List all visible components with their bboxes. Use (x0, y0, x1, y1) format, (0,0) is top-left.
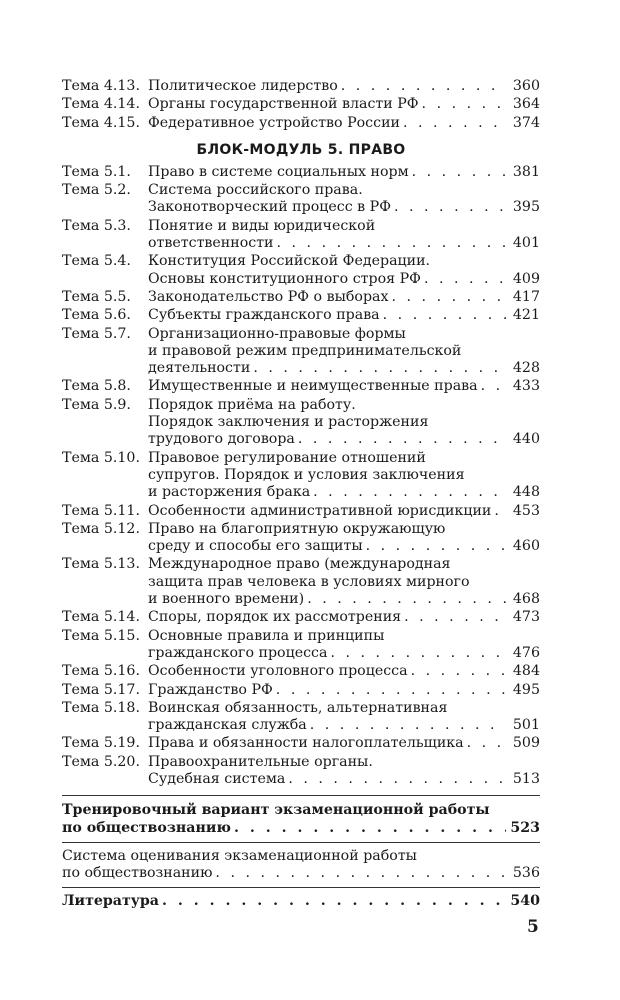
title-text: среду и способы его защиты (148, 538, 363, 555)
page-ref: 421 (512, 307, 540, 324)
title-text: Право в системе социальных норм (148, 163, 409, 180)
page-ref: 364 (512, 96, 540, 113)
toc-extra-list (62, 795, 540, 910)
title-line (148, 378, 540, 395)
dot-leader (481, 378, 506, 395)
topic-title (148, 78, 540, 95)
title-line (148, 164, 540, 181)
title-line (62, 848, 540, 865)
title-line (148, 235, 540, 252)
title-text: Споры, порядок их рассмотрения (148, 609, 402, 626)
dot-leader (394, 199, 506, 216)
toc-entry (62, 887, 540, 910)
dot-leader (392, 289, 506, 306)
page-ref: 476 (512, 644, 540, 661)
topic-title (148, 115, 540, 132)
topic-title (148, 556, 540, 608)
table-of-contents (62, 78, 540, 911)
topic-title (148, 609, 540, 626)
title-line (148, 717, 540, 734)
title-line (148, 271, 540, 288)
page-ref: 433 (512, 378, 540, 395)
topic-number: Тема 5.12. (62, 520, 140, 537)
title-text: Имущественные и неимущественные права (148, 378, 478, 395)
title-line (148, 253, 540, 270)
topic-number: Тема 5.13. (62, 556, 140, 573)
title-text: гражданская служба (148, 717, 307, 734)
title-line (148, 574, 540, 591)
topic-number: Тема 5.11. (62, 502, 140, 519)
title-line (148, 218, 540, 235)
topic-number: Тема 5.18. (62, 699, 140, 716)
topic-title (62, 848, 540, 883)
dot-leader (330, 645, 506, 662)
page-ref: 484 (512, 663, 540, 680)
title-text: Право на благоприятную окружающую (148, 520, 446, 537)
toc-entry (62, 182, 540, 217)
title-line (148, 591, 540, 608)
title-text: Международное право (международная (148, 556, 451, 573)
dot-leader (424, 271, 506, 288)
toc-entry (62, 450, 540, 502)
title-line (62, 865, 540, 882)
title-text: трудового договора (148, 431, 295, 448)
page-ref: 453 (512, 502, 540, 519)
title-line (148, 521, 540, 538)
title-line (148, 307, 540, 324)
title-text: Особенности административной юрисдикции (148, 502, 492, 519)
title-line (148, 431, 540, 448)
title-text: супругов. Порядок и условия заключения (148, 466, 465, 483)
toc-entry (62, 663, 540, 680)
dot-leader (422, 96, 506, 113)
title-line (148, 360, 540, 377)
title-text: по обществознанию (62, 865, 213, 882)
topic-title (148, 682, 540, 699)
title-text: Основные правила и принципы (148, 627, 385, 644)
title-line (148, 450, 540, 467)
topic-title (148, 397, 540, 449)
topic-title (62, 893, 540, 910)
toc-entry (62, 556, 540, 608)
topic-title (148, 521, 540, 556)
title-line (62, 802, 540, 819)
topic-number: Тема 5.2. (62, 182, 131, 199)
title-text: и расторжения брака (148, 484, 311, 501)
topic-number: Тема 5.9. (62, 396, 131, 413)
page-ref: 440 (512, 431, 540, 448)
topic-number: Тема 4.13. (62, 78, 140, 94)
topic-title (148, 700, 540, 735)
title-line (148, 503, 540, 520)
toc-entry (62, 682, 540, 699)
topic-number: Тема 5.14. (62, 609, 140, 626)
title-text: Порядок заключения и расторжения (148, 414, 429, 431)
topic-title (148, 164, 540, 181)
toc-entry (62, 802, 540, 837)
dot-leader (403, 115, 506, 132)
title-text: Федеративное устройство России (148, 114, 400, 131)
topic-title (148, 289, 540, 306)
page-ref: 540 (510, 893, 540, 910)
page-ref: 374 (512, 114, 540, 131)
title-text: гражданского процесса (148, 644, 328, 661)
page-ref: 401 (512, 235, 540, 252)
title-text: Гражданство РФ (148, 681, 273, 698)
topic-number: Тема 5.7. (62, 325, 131, 342)
toc-entry (62, 164, 540, 181)
toc-entry (62, 218, 540, 253)
page-ref: 536 (512, 865, 540, 882)
page-ref: 360 (512, 78, 540, 94)
page-ref: 381 (512, 163, 540, 180)
dot-leader (288, 771, 506, 788)
page-ref: 523 (510, 819, 540, 836)
toc-entry (62, 735, 540, 752)
toc-entry (62, 78, 540, 95)
dot-leader (366, 538, 506, 555)
page-number: 5 (527, 917, 539, 937)
dot-leader (310, 717, 506, 734)
toc-entry (62, 253, 540, 288)
dot-leader (307, 591, 506, 608)
title-line (148, 397, 540, 414)
dot-leader (253, 360, 506, 377)
title-line (148, 771, 540, 788)
topic-title (148, 450, 540, 502)
topic-title (148, 503, 540, 520)
page-ref: 513 (512, 770, 540, 787)
topic-title (148, 735, 540, 752)
dot-leader (383, 307, 506, 324)
title-text: и военного времени) (148, 591, 305, 608)
section-heading: БЛОК-МОДУЛЬ 5. ПРАВО (196, 141, 406, 158)
title-line (148, 556, 540, 573)
title-line (148, 538, 540, 555)
page-ref: 501 (512, 717, 540, 734)
topic-title (62, 802, 540, 837)
dot-leader (277, 235, 506, 252)
page-ref: 409 (512, 270, 540, 287)
topic-title (148, 307, 540, 324)
dot-leader (234, 820, 506, 837)
topic-number: Тема 5.6. (62, 307, 131, 324)
title-text: Субъекты гражданского права (148, 307, 380, 324)
toc-top-list (62, 78, 540, 132)
topic-number: Тема 5.19. (62, 735, 140, 752)
toc-entry (62, 96, 540, 113)
toc-entry (62, 700, 540, 735)
dot-leader (276, 682, 506, 699)
title-text: Воинская обязанность, альтернативная (148, 699, 448, 716)
topic-number: Тема 4.15. (62, 114, 140, 131)
title-text: Организационно-правовые формы (148, 325, 406, 342)
title-line (148, 467, 540, 484)
topic-title (148, 663, 540, 680)
title-line (148, 609, 540, 626)
topic-title (148, 754, 540, 789)
topic-number: Тема 5.16. (62, 663, 140, 680)
toc-entry (62, 842, 540, 883)
dot-leader (411, 663, 506, 680)
page-ref: 495 (512, 681, 540, 698)
title-text: Система российского права. (148, 182, 363, 199)
page-ref: 428 (512, 360, 540, 377)
topic-number: Тема 4.14. (62, 96, 140, 113)
title-text: деятельности (148, 360, 251, 377)
dot-leader (404, 609, 506, 626)
title-line (148, 484, 540, 501)
title-line (148, 343, 540, 360)
title-text: Политическое лидерство (148, 78, 338, 94)
dot-leader (412, 164, 506, 181)
topic-title (148, 378, 540, 395)
topic-title (148, 628, 540, 663)
title-line (148, 628, 540, 645)
topic-number: Тема 5.15. (62, 627, 140, 644)
title-text: Конституция Российской Федерации. (148, 253, 431, 270)
dot-leader (215, 865, 506, 882)
page-ref: 460 (512, 538, 540, 555)
title-line (148, 645, 540, 662)
title-text: по обществознанию (62, 819, 231, 836)
dot-leader (494, 503, 506, 520)
topic-title (148, 326, 540, 378)
title-text: Законотворческий процесс в РФ (148, 199, 391, 216)
topic-number: Тема 5.8. (62, 378, 131, 395)
dot-leader (313, 484, 506, 501)
toc-entry (62, 503, 540, 520)
toc-entry (62, 397, 540, 449)
title-line (148, 663, 540, 680)
topic-number: Тема 5.3. (62, 217, 131, 234)
topic-title (148, 218, 540, 253)
page-ref: 468 (512, 591, 540, 608)
toc-entry (62, 326, 540, 378)
page-ref: 509 (512, 735, 540, 752)
title-text: Правовое регулирование отношений (148, 449, 426, 466)
topic-number: Тема 5.1. (62, 163, 131, 180)
title-text: Тренировочный вариант экзаменационной работы (62, 802, 490, 819)
title-text: защита прав человека в условиях мирного (148, 573, 470, 590)
toc-entry (62, 115, 540, 132)
title-text: Понятие и виды юридической (148, 217, 376, 234)
toc-entry (62, 609, 540, 626)
title-line (148, 682, 540, 699)
topic-number: Тема 5.20. (62, 753, 140, 770)
toc-entry (62, 754, 540, 789)
title-text: Правоохранительные органы. (148, 753, 373, 770)
title-line (148, 326, 540, 343)
dot-leader (467, 735, 506, 752)
title-text: Литература (62, 893, 159, 910)
title-line (62, 820, 540, 837)
page-ref: 417 (512, 288, 540, 305)
title-line (148, 115, 540, 132)
title-line (148, 199, 540, 216)
title-text: и правовой режим предпринимательской (148, 342, 462, 359)
title-line (148, 78, 540, 95)
toc-entry (62, 628, 540, 663)
page-ref: 473 (512, 609, 540, 626)
topic-title (148, 253, 540, 288)
toc-entry (62, 289, 540, 306)
topic-title (148, 182, 540, 217)
title-text: Порядок приёма на работу. (148, 396, 356, 413)
toc-entry (62, 521, 540, 556)
title-line (148, 289, 540, 306)
title-text: Судебная система (148, 770, 286, 787)
title-line (148, 96, 540, 113)
title-text: ответственности (148, 235, 274, 252)
title-text: Система оценивания экзаменационной работы (62, 847, 417, 864)
page-ref: 395 (512, 199, 540, 216)
title-text: Основы конституционного строя РФ (148, 270, 421, 287)
dot-leader (341, 78, 506, 95)
title-text: Органы государственной власти РФ (148, 96, 419, 113)
page-ref: 448 (512, 484, 540, 501)
dot-leader (162, 893, 506, 910)
topic-number: Тема 5.17. (62, 681, 140, 698)
toc-entry (62, 307, 540, 324)
title-line (148, 414, 540, 431)
topic-number: Тема 5.4. (62, 253, 131, 270)
title-text: Законодательство РФ о выборах (148, 288, 389, 305)
title-line (62, 893, 540, 910)
title-line (148, 182, 540, 199)
topic-number: Тема 5.5. (62, 288, 131, 305)
dot-leader (298, 431, 506, 448)
topic-title (148, 96, 540, 113)
toc-section-list (62, 164, 540, 788)
title-line (148, 754, 540, 771)
title-line (148, 735, 540, 752)
toc-entry (62, 378, 540, 395)
title-text: Права и обязанности налогоплательщика (148, 735, 464, 752)
topic-number: Тема 5.10. (62, 449, 140, 466)
title-text: Особенности уголовного процесса (148, 663, 408, 680)
title-line (148, 700, 540, 717)
